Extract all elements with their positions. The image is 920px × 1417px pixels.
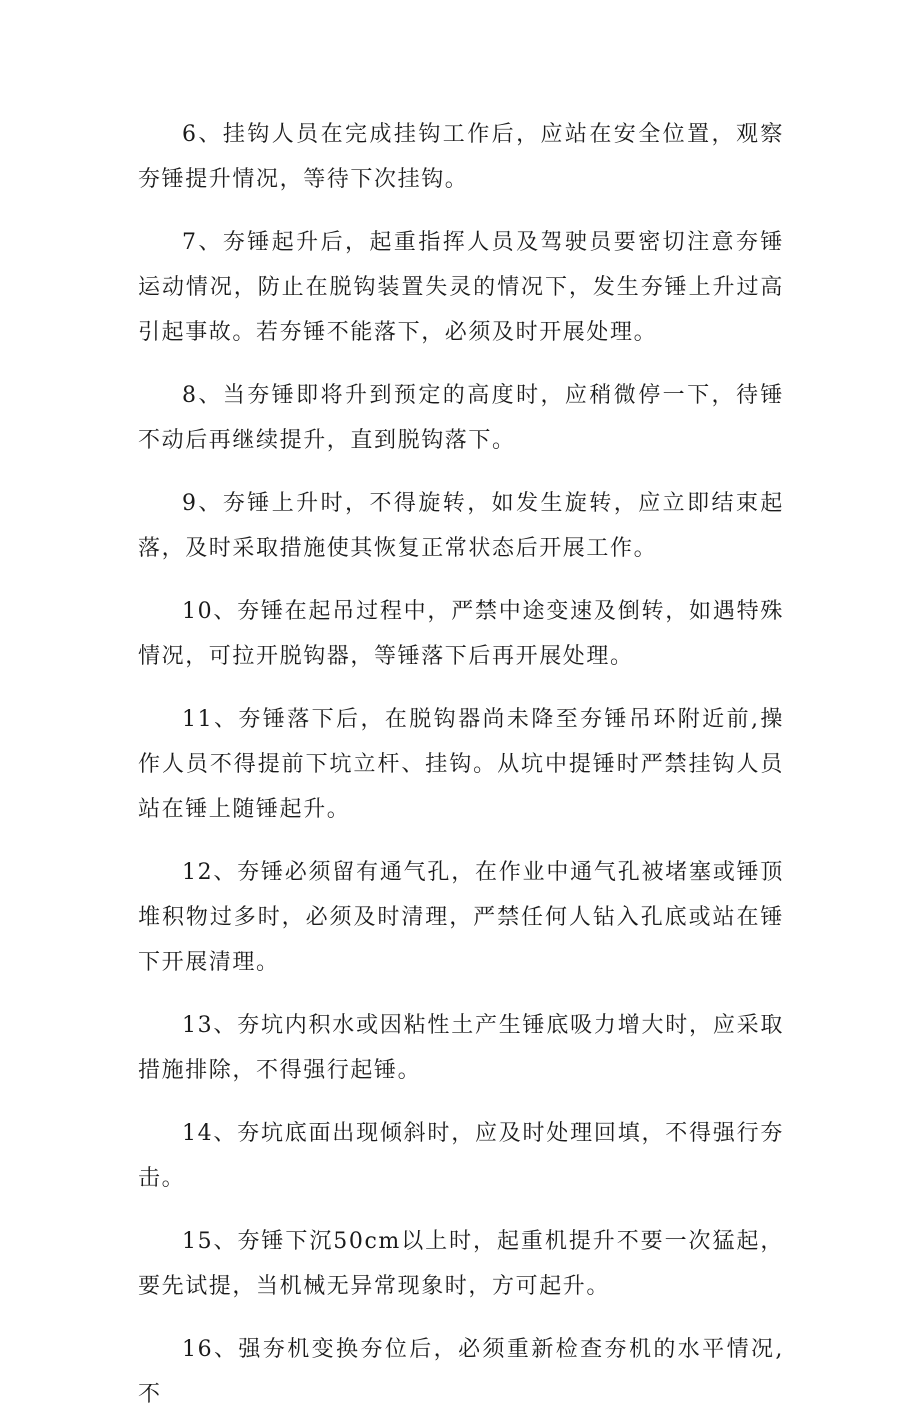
paragraph-12: 12、夯锤必须留有通气孔，在作业中通气孔被堵塞或锤顶堆积物过多时，必须及时清理，严禁任何人钻入孔底或站在锤下开展清理。 [138, 860, 784, 975]
paragraph-9: 9、夯锤上升时，不得旋转，如发生旋转，应立即结束起落，及时采取措施使其恢复正常状态后开展工作。 [138, 491, 784, 561]
paragraph-11: 11、夯锤落下后，在脱钩器尚未降至夯锤吊环附近前,操作人员不得提前下坑立杆、挂钩。从坑中提锤时严禁挂钩人员站在锤上随锤起升。 [138, 707, 784, 822]
paragraph-7: 7、夯锤起升后，起重指挥人员及驾驶员要密切注意夯锤运动情况，防止在脱钩装置失灵的情况下，发生夯锤上升过高引起事故。若夯锤不能落下，必须及时开展处理。 [138, 230, 784, 345]
paragraph-6: 6、挂钩人员在完成挂钩工作后，应站在安全位置，观察夯锤提升情况，等待下次挂钩。 [138, 122, 784, 192]
paragraph-13: 13、夯坑内积水或因粘性土产生锤底吸力增大时，应采取措施排除，不得强行起锤。 [138, 1013, 784, 1083]
paragraph-8: 8、当夯锤即将升到预定的高度时，应稍微停一下，待锤不动后再继续提升，直到脱钩落下。 [138, 383, 784, 453]
paragraph-15: 15、夯锤下沉50cm以上时，起重机提升不要一次猛起，要先试提，当机械无异常现象时，方可起升。 [138, 1229, 784, 1299]
paragraph-10: 10、夯锤在起吊过程中，严禁中途变速及倒转，如遇特殊情况，可拉开脱钩器，等锤落下后再开展处理。 [138, 599, 784, 669]
paragraph-16: 16、强夯机变换夯位后，必须重新检查夯机的水平情况,不 [138, 1337, 784, 1407]
paragraph-14: 14、夯坑底面出现倾斜时，应及时处理回填，不得强行夯击。 [138, 1121, 784, 1191]
